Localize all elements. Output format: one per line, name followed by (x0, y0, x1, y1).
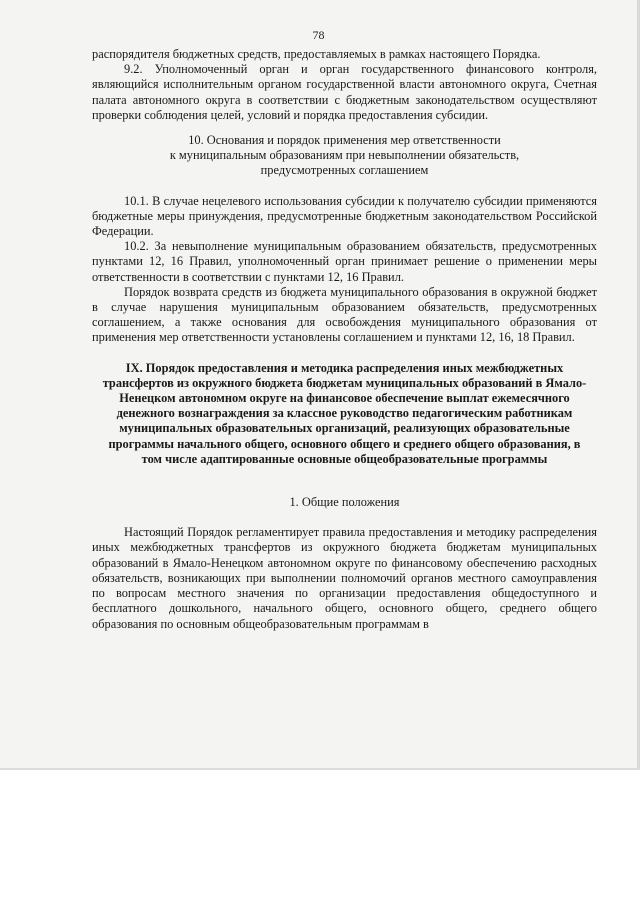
section-heading-line: 10. Основания и порядок применения мер ответственности (188, 133, 501, 148)
section-heading (92, 133, 597, 179)
paragraph: Настоящий Порядок регламентирует правила предоставления и методику распределения иных межбюджетных трансфертов из окружного бюджета бюджетам муниципальных образований в Ямало-Ненецком автономном округе по финансовому обеспечению расходных обязательств, возникающих при выполнении полномочий органов местного самоуправления по вопросам местного значения по организации предоставления общедоступного и бесплатного дошкольного, начального общего, основного общего, среднего общего образования по основным общеобразовательным программам в (92, 525, 597, 631)
document-body (92, 47, 597, 632)
paragraph: 9.2. Уполномоченный орган и орган государственного финансового контроля, являющийся исполнительным органом государственной власти автономного округа, Счетная палата автономного округа в соответствии с бюджетным законодательством осуществляют проверки соблюдения целей, условий и порядка предоставления субсидии. (92, 62, 597, 122)
section-heading (92, 495, 597, 510)
spacer (92, 123, 597, 133)
spacer (92, 346, 597, 361)
paragraph: 10.1. В случае нецелевого использования субсидии к получателю субсидии применяются бюджетные меры принуждения, предусмотренные бюджетным законодательством Российской Федерации. (92, 193, 597, 239)
spacer (92, 179, 597, 194)
section-heading-line: к муниципальным образованиям при невыполнении обязательств, (169, 148, 520, 163)
section-heading-line: предусмотренных соглашением (260, 163, 429, 178)
spacer (92, 467, 597, 495)
chapter-heading: IX. Порядок предоставления и методика распределения иных межбюджетных трансфертов из окружного бюджета бюджетам муниципальных образований в Ямало-Ненецком автономном округе на финансовое обеспечение выплат ежемесячного денежного вознаграждения за классное руководство педагогическим работникам муниципальных образовательных организаций, реализующих образовательные программы начального общего, основного общего и среднего общего образования, в том числе адаптированные основные общеобразовательные программы (102, 360, 587, 466)
paragraph: распорядителя бюджетных средств, предоставляемых в рамках настоящего Порядка. (92, 47, 541, 61)
section-heading-line: 1. Общие положения (289, 495, 400, 510)
spacer (92, 510, 597, 525)
paragraph: 10.2. За невыполнение муниципальным образованием обязательств, предусмотренных пунктами 12, 16 Правил, уполномоченный орган принимает решение о применении меры ответственности в соответствии с пунктами 12, 16 Правил. (92, 239, 597, 284)
paragraph: Порядок возврата средств из бюджета муниципального образования в окружной бюджет в случае нарушения муниципальным образованием обязательств, предусмотренных соглашением, а также основания для освобождения муниципального образования от применения мер ответственности установлены соглашением и пунктами 12, 16, 18 Правил. (92, 284, 597, 345)
page-number: 78 (312, 28, 325, 42)
